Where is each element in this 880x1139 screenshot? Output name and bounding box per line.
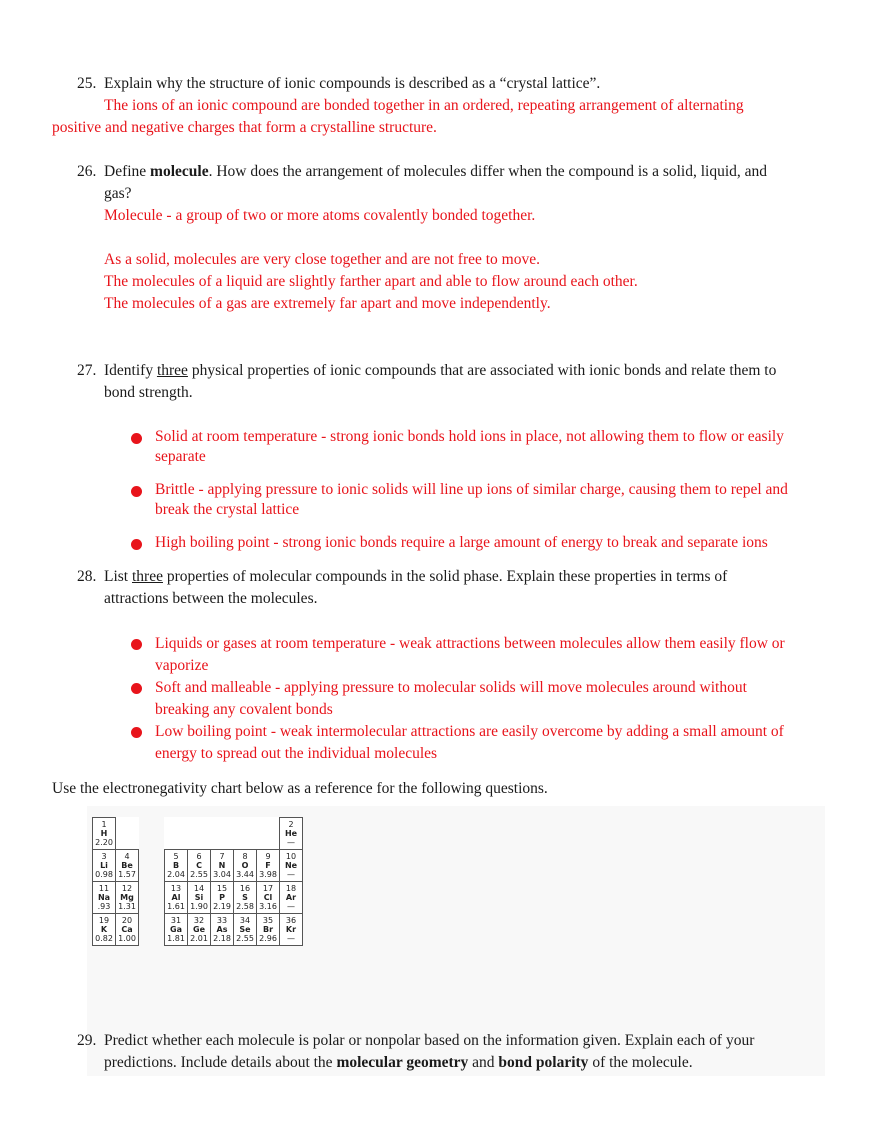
element-cell-o: 8 O 3.44: [234, 850, 257, 882]
element-cell-ga: 31 Ga 1.81: [165, 914, 188, 946]
q27-number: 27.: [77, 362, 97, 379]
element-cell-as: 33 As 2.18: [211, 914, 234, 946]
element-cell-ge: 32 Ge 2.01: [188, 914, 211, 946]
q28-question: [104, 566, 727, 588]
element-cell-s: 16 S 2.58: [234, 882, 257, 914]
q26-answer-definition: Molecule - a group of two or more atoms covalently bonded together.: [104, 207, 536, 224]
q28-bullet-2-line2: breaking any covalent bonds: [155, 701, 333, 718]
periodic-table-left: [92, 817, 139, 946]
element-cell-n: 7 N 3.04: [211, 850, 234, 882]
element-cell-he: 2 He —: [280, 818, 303, 850]
q28-q-underlined: three: [132, 568, 163, 585]
q26-answer-liquid: The molecules of a liquid are slightly farther apart and able to flow around each other.: [104, 273, 638, 290]
bullet-dot: [131, 433, 142, 444]
q26-q-post: . How does the arrangement of molecules differ when the compound is a solid, liquid, and: [208, 163, 768, 180]
element-cell-f: 9 F 3.98: [257, 850, 280, 882]
q28-question-line2: attractions between the molecules.: [104, 590, 318, 607]
element-cell-k: 19 K 0.82: [93, 914, 116, 946]
q26-question-line2: gas?: [104, 185, 132, 202]
q28-q-pre: List: [104, 568, 132, 585]
periodic-table-right: [164, 817, 303, 946]
q29-q-bold-geometry: molecular geometry: [336, 1054, 469, 1071]
q27-bullet-2-line2: break the crystal lattice: [155, 501, 300, 518]
q26-answer-gas: The molecules of a gas are extremely far apart and move independently.: [104, 295, 551, 312]
element-cell-si: 14 Si 1.90: [188, 882, 211, 914]
q25-question: Explain why the structure of ionic compounds is described as a “crystal lattice”.: [104, 75, 601, 92]
reference-note: Use the electronegativity chart below as a reference for the following questions.: [52, 780, 548, 797]
q27-q-underlined: three: [156, 362, 188, 379]
q25-number: 25.: [77, 75, 97, 92]
element-cell-li: 3 Li 0.98: [93, 850, 116, 882]
q29-question-line2: [104, 1052, 693, 1074]
element-cell-ar: 18 Ar —: [280, 882, 303, 914]
q27-bullet-3-line1: High boiling point - strong ionic bonds require a large amount of energy to break and separate ions: [155, 534, 768, 551]
q28-q-post: properties of molecular compounds in the solid phase. Explain these properties in terms of: [162, 568, 728, 585]
q29-number: 29.: [77, 1032, 97, 1049]
q28-bullet-3-line2: energy to spread out the individual molecules: [155, 745, 438, 762]
q27-bullet-2-line1: Brittle - applying pressure to ionic solids will line up ions of similar charge, causing them to repel and: [155, 481, 788, 498]
q26-answer-solid: As a solid, molecules are very close together and are not free to move.: [104, 251, 540, 268]
q28-bullet-2-line1: Soft and malleable - applying pressure to molecular solids will move molecules around without: [155, 679, 747, 696]
q27-bullet-1-line2: separate: [155, 448, 206, 465]
bullet-dot: [131, 486, 142, 497]
q27-q-post: physical properties of ionic compounds that are associated with ionic bonds and relate them to: [187, 362, 777, 379]
element-cell-p: 15 P 2.19: [211, 882, 234, 914]
q28-bullet-1-line2: vaporize: [155, 657, 209, 674]
element-cell-ca: 20 Ca 1.00: [116, 914, 139, 946]
q28-bullet-1-line1: Liquids or gases at room temperature - weak attractions between molecules allow them easily flow or: [155, 635, 785, 652]
q26-number: 26.: [77, 163, 97, 180]
q28-number: 28.: [77, 568, 97, 585]
bullet-dot: [131, 639, 142, 650]
q25-answer-line2: positive and negative charges that form a crystalline structure.: [52, 119, 437, 136]
q26-question: [104, 161, 767, 183]
q26-q-bold: molecule: [150, 163, 209, 180]
element-cell-be: 4 Be 1.57: [116, 850, 139, 882]
q29-q-pre: predictions. Include details about the: [104, 1054, 337, 1071]
q25-answer-line1: The ions of an ionic compound are bonded together in an ordered, repeating arrangement of alternating: [104, 97, 744, 114]
element-cell-c: 6 C 2.55: [188, 850, 211, 882]
q29-q-bold-polarity: bond polarity: [498, 1054, 589, 1071]
element-cell-mg: 12 Mg 1.31: [116, 882, 139, 914]
q29-q-mid: and: [468, 1054, 499, 1071]
q29-question-line1: Predict whether each molecule is polar or nonpolar based on the information given. Explain each of your: [104, 1032, 755, 1049]
q27-q-pre: Identify: [104, 362, 157, 379]
q27-question: [104, 360, 776, 382]
bullet-dot: [131, 683, 142, 694]
element-cell-br: 35 Br 2.96: [257, 914, 280, 946]
element-cell-na: 11 Na .93: [93, 882, 116, 914]
element-cell-h: 1 H 2.20: [93, 818, 116, 850]
q27-bullet-1-line1: Solid at room temperature - strong ionic bonds hold ions in place, not allowing them to flow or easily: [155, 428, 784, 445]
element-cell-cl: 17 Cl 3.16: [257, 882, 280, 914]
q28-bullet-3-line1: Low boiling point - weak intermolecular attractions are easily overcome by adding a small amount of: [155, 723, 784, 740]
bullet-dot: [131, 727, 142, 738]
element-cell-b: 5 B 2.04: [165, 850, 188, 882]
q26-q-pre: Define: [104, 163, 151, 180]
bullet-dot: [131, 539, 142, 550]
element-cell-kr: 36 Kr —: [280, 914, 303, 946]
q29-q-post: of the molecule.: [588, 1054, 693, 1071]
element-cell-se: 34 Se 2.55: [234, 914, 257, 946]
q27-question-line2: bond strength.: [104, 384, 193, 401]
element-cell-al: 13 Al 1.61: [165, 882, 188, 914]
element-cell-ne: 10 Ne —: [280, 850, 303, 882]
